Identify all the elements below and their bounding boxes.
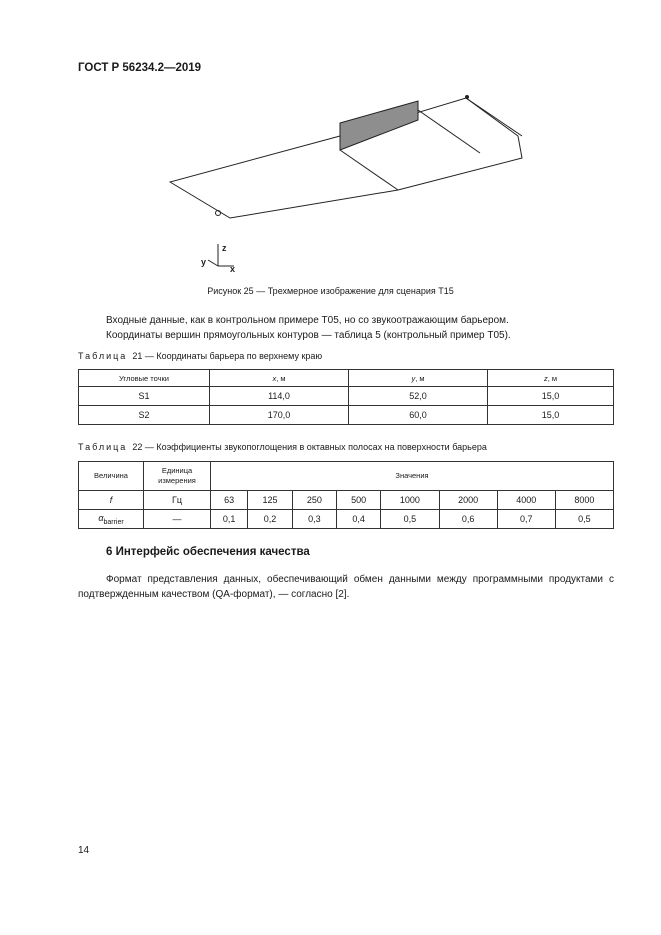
table22-row-frequency: [79, 491, 614, 510]
table-cell: 63: [211, 491, 248, 510]
table-cell: 170,0: [210, 406, 349, 425]
body-paragraph-1: Входные данные, как в контрольном примере Т05, но со звукоотражающим барьером.: [106, 315, 509, 326]
section-paragraph: Формат представления данных, обеспечивающий обмен данными между программными продуктами с подтвержденным качеством (QA-формат), — согласно [2].: [78, 574, 614, 600]
table-cell: 52,0: [349, 387, 488, 406]
receiver-point: [465, 95, 469, 99]
table-cell: f: [79, 491, 144, 510]
table-cell: 114,0: [210, 387, 349, 406]
table-cell: 0,1: [211, 510, 248, 529]
table-cell: 0,5: [381, 510, 439, 529]
table-cell: 4000: [497, 491, 555, 510]
table22-header-unit: Единица измерения: [144, 462, 211, 491]
table-cell: 125: [248, 491, 292, 510]
table-cell: 2000: [439, 491, 497, 510]
table-cell: 8000: [555, 491, 613, 510]
table21-label: Таблица: [78, 351, 128, 361]
table21-header-z: z, м: [488, 370, 614, 387]
ground-plane: [170, 98, 522, 218]
table-cell: S1: [79, 387, 210, 406]
table-cell: 15,0: [488, 406, 614, 425]
table-cell: S2: [79, 406, 210, 425]
table-cell: 250: [292, 491, 336, 510]
table-cell: 0,5: [555, 510, 613, 529]
table-cell: $\alpha_{barrier}$: [79, 510, 144, 529]
table22-header-quantity: Величина: [79, 462, 144, 491]
axis-label-y: y: [201, 257, 207, 267]
body-paragraph-2: Координаты вершин прямоугольных контуров — таблица 5 (контрольный пример Т05).: [106, 330, 511, 341]
document-header: ГОСТ Р 56234.2—2019: [78, 62, 202, 74]
table-cell: —: [144, 510, 211, 529]
table21-number: 21: [132, 351, 143, 361]
table22-label: Таблица: [78, 442, 128, 452]
table21: [78, 369, 614, 425]
table-cell: 0,7: [497, 510, 555, 529]
axis-label-x: x: [230, 264, 236, 274]
table22-header-row: [79, 462, 614, 491]
table-cell: 0,6: [439, 510, 497, 529]
scenario-3d-figure: [160, 88, 540, 278]
table-cell: 0,2: [248, 510, 292, 529]
table21-header-y: y, м: [349, 370, 488, 387]
table-cell: 500: [337, 491, 381, 510]
table22-number: 22: [132, 442, 143, 452]
table21-header-points: Угловые точки: [79, 370, 210, 387]
table21-header-x: x, м: [210, 370, 349, 387]
table-cell: 1000: [381, 491, 439, 510]
axis-triad: [208, 244, 234, 266]
page-number: 14: [78, 845, 90, 856]
table-cell: 0,3: [292, 510, 336, 529]
table21-caption: [78, 351, 322, 361]
axis-label-z: z: [222, 243, 227, 253]
table22: [78, 461, 614, 529]
section-heading: 6 Интерфейс обеспечения качества: [106, 546, 310, 558]
table22-header-values: Значения: [211, 462, 614, 491]
table22-row-absorption: [79, 510, 614, 529]
table-cell: 15,0: [488, 387, 614, 406]
table-cell: 0,4: [337, 510, 381, 529]
table-row: [79, 387, 614, 406]
table-row: [79, 406, 614, 425]
figure-caption: Рисунок 25 — Трехмерное изображение для сценария Т15: [207, 286, 454, 296]
table-cell: 60,0: [349, 406, 488, 425]
table22-caption: [78, 442, 487, 452]
table-cell: Гц: [144, 491, 211, 510]
table22-title: — Коэффициенты звукопоглощения в октавных полосах на поверхности барьера: [144, 442, 487, 452]
table21-header-row: [79, 370, 614, 387]
table21-title: — Координаты барьера по верхнему краю: [144, 351, 323, 361]
